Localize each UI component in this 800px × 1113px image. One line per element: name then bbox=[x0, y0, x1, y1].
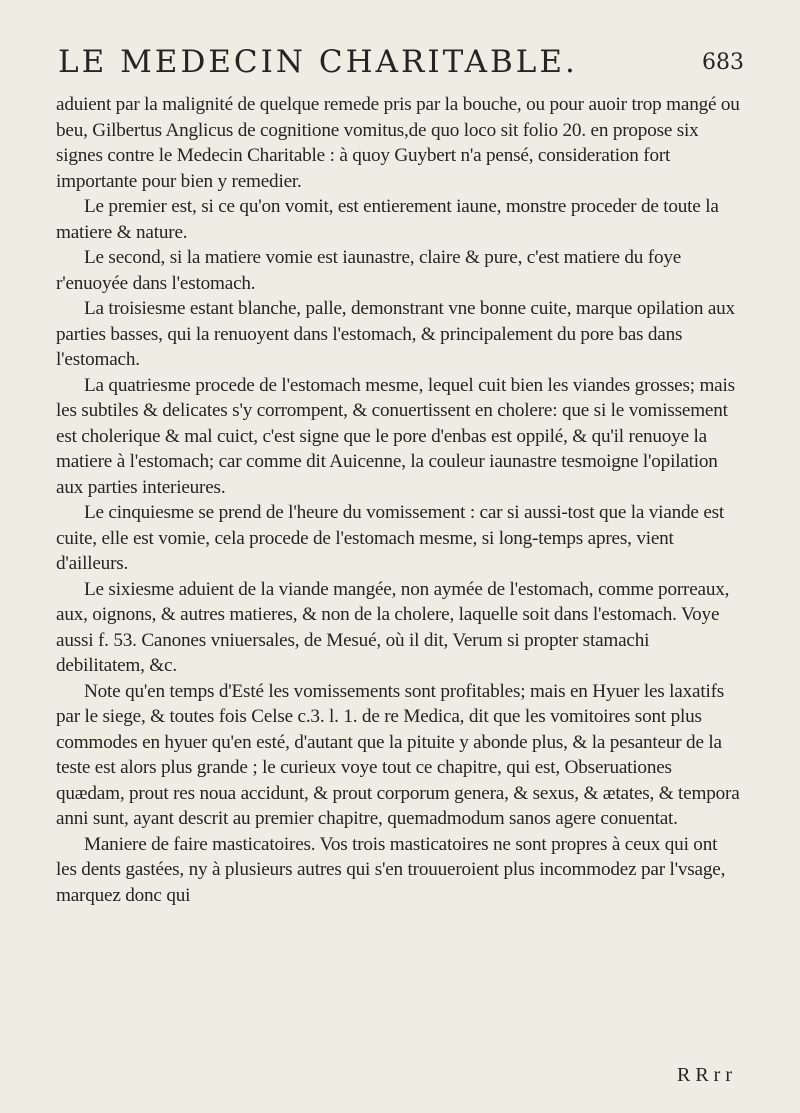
catchword: R R r r bbox=[677, 1064, 732, 1086]
paragraph: aduient par la malignité de quelque remede pris par la bouche, ou pour auoir trop mangé ou beu, Gilbertus Anglicus de cognitione vomitus,de quo loco sit folio 20. en propose six signes contre le Medecin Charitable : à quoy Guybert n'a pensé, consideration fort importante pour bien y remedier. bbox=[56, 94, 740, 192]
paragraph: Le cinquiesme se prend de l'heure du vomissement : car si aussi-tost que la viande est cuite, elle est vomie, cela procede de l'estomach mesme, si long-temps apres, vient d'ailleurs. bbox=[56, 502, 725, 574]
paragraph: La troisiesme estant blanche, palle, demonstrant vne bonne cuite, marque opilation aux parties basses, qui la renuoyent dans l'estomach, & principalement du pore bas dans l'estomach. bbox=[56, 298, 735, 370]
paragraph: Le premier est, si ce qu'on vomit, est entierement iaune, monstre proceder de toute la matiere & nature. bbox=[56, 196, 719, 243]
page-header bbox=[52, 36, 752, 88]
paragraph: Note qu'en temps d'Esté les vomissements sont profitables; mais en Hyuer les laxatifs par le siege, & toutes fois Celse c.3. l. 1. de re Medica, dit que les vomitoires sont plus commodes en hyuer qu'en esté, d'autant que la pituite y abonde plus, & la pesanteur de la teste est alors plus grande ; le curieux voye tout ce chapitre, qui est, Obseruationes quædam, prout res noua accidunt, & prout corporum genera, & sexus, & ætates, & tempora anni sunt, ayant descrit au premier chapitre, quemadmodum sanos agere conuentat. bbox=[56, 680, 740, 829]
page-number: 683 bbox=[702, 50, 744, 75]
body-text bbox=[56, 92, 742, 908]
paragraph: Maniere de faire masticatoires. Vos trois masticatoires ne sont propres à ceux qui ont les dents gastées, ny à plusieurs autres qui s'en trouueroient plus incommodez par l'vsage, marquez donc qui bbox=[56, 833, 726, 906]
paragraph: Le second, si la matiere vomie est iaunastre, claire & pure, c'est matiere du foye r'enuoyée dans l'estomach. bbox=[56, 247, 682, 294]
running-title: LE MEDECIN CHARITABLE. bbox=[58, 44, 578, 80]
paragraph: La quatriesme procede de l'estomach mesme, lequel cuit bien les viandes grosses; mais les subtiles & delicates s'y corrompent, & conuertissent en cholere: que si le vomissement est cholerique & mal cuict, c'est signe que le pore d'enbas est oppilé, & qu'il renuoye la matiere à l'estomach; car comme dit Auicenne, la couleur iaunastre tesmoigne l'opilation aux parties interieures. bbox=[56, 374, 735, 498]
paragraph: Le sixiesme aduient de la viande mangée, non aymée de l'estomach, comme porreaux, aux, oignons, & autres matieres, & non de la cholere, laquelle soit dans l'estomach. Voye aussi f. 53. Canones vniuersales, de Mesué, où il dit, Verum si propter stamachi debilitatem, &c. bbox=[56, 578, 730, 676]
